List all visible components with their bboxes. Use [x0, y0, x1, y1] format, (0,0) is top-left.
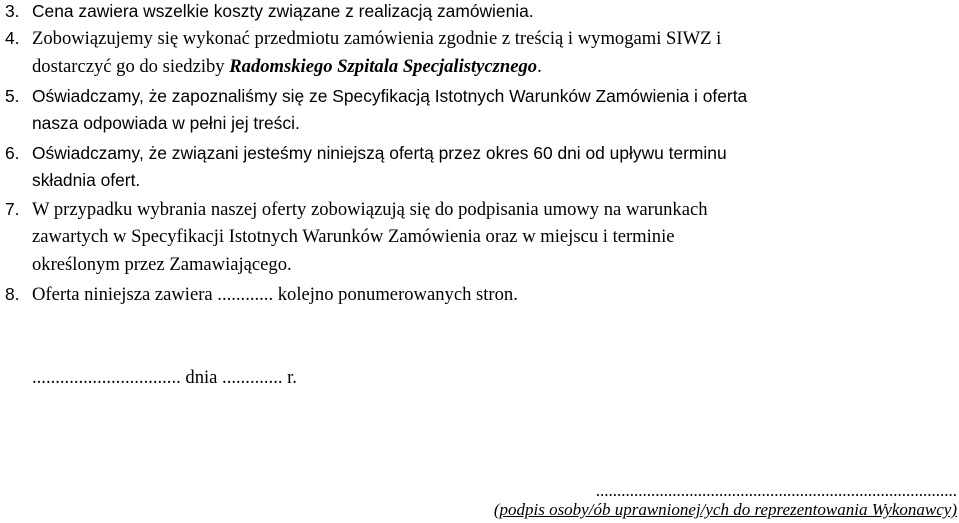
- item-6-text-2: składnia ofert.: [32, 170, 141, 190]
- hospital-name: Radomskiego Szpitala Specjalistycznego: [229, 56, 538, 77]
- item-6-line-2: [32, 169, 140, 191]
- date-place-line: ................................ dnia ............. r.: [32, 367, 297, 388]
- item-5-number: 5.: [5, 86, 20, 106]
- item-6-text-1: Oświadczamy, że związani jesteśmy niniejszą ofertą przez okres 60 dni od upływu terminu: [32, 143, 727, 163]
- item-3: [5, 0, 534, 22]
- item-5-line-1: [5, 85, 747, 107]
- item-4-text-2: dostarczyć go do siedziby: [32, 56, 230, 77]
- item-4-number: 4.: [5, 28, 20, 48]
- item-7-line-1: [5, 198, 708, 221]
- item-3-number: 3.: [5, 1, 20, 21]
- item-4-line-2: [32, 56, 542, 78]
- item-5-line-2: [32, 112, 300, 134]
- item-8: [5, 283, 518, 306]
- signature-caption: [494, 499, 957, 521]
- item-7-number: 7.: [5, 199, 20, 219]
- item-8-number: 8.: [5, 284, 20, 304]
- item-7-text-3: określonym przez Zamawiającego.: [32, 254, 292, 275]
- item-5-text-2: nasza odpowiada w pełni jej treści.: [32, 113, 300, 133]
- item-7-line-2: [32, 226, 675, 248]
- item-6-number: 6.: [5, 143, 20, 163]
- item-3-text: Cena zawiera wszelkie koszty związane z realizacją zamówienia.: [32, 1, 534, 21]
- item-4-text-1: Zobowiązujemy się wykonać przedmiotu zamówienia zgodnie z treścią i wymogami SIWZ i: [32, 28, 722, 49]
- item-7-line-3: [32, 254, 292, 276]
- item-7-text-1: W przypadku wybrania naszej oferty zobowiązują się do podpisania umowy na warunkach: [32, 199, 708, 220]
- item-7-text-2: zawartych w Specyfikacji Istotnych Warunków Zamówienia oraz w miejscu i terminie: [32, 226, 675, 247]
- signature-dotted-line: .....................................................................................: [595, 481, 957, 500]
- item-5-text-1: Oświadczamy, że zapoznaliśmy się ze Specyfikacją Istotnych Warunków Zamówienia i oferta: [32, 86, 748, 106]
- item-4-period: .: [537, 56, 542, 77]
- signature-caption-text: (podpis osoby/ób uprawnionej/ych do reprezentowania Wykonawcy): [493, 500, 957, 519]
- item-4-line-1: [5, 27, 721, 50]
- item-8-text: Oferta niniejsza zawiera ............ kolejno ponumerowanych stron.: [32, 284, 518, 305]
- item-6-line-1: [5, 142, 727, 164]
